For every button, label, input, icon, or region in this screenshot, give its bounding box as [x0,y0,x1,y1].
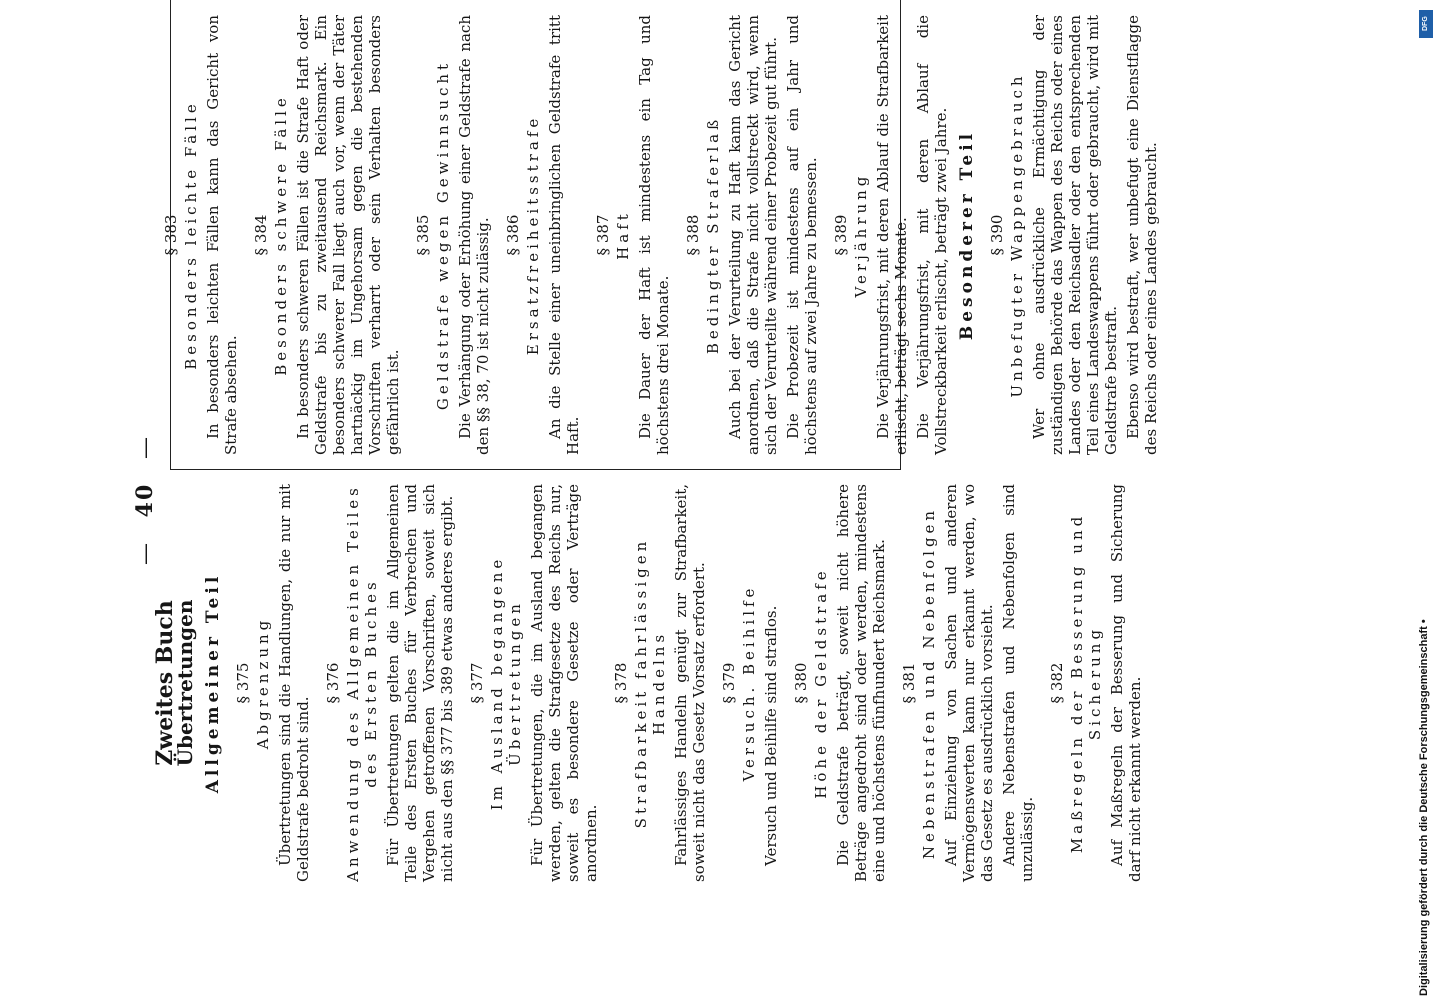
section-386 [504,15,582,455]
section-text: Wer ohne ausdrückliche Ermächtigung der zuständigen Behörde das Wappen des Reichs oder eines Landes oder den Reichsadler oder den entsprechenden Teil eines Landeswappens führt oder gebraucht, wird mit Geldstrafe bestraft. [1030,15,1120,455]
section-heading: Bedingter Straferlaß [704,115,722,355]
section-heading: Geldstrafe wegen Gewinnsucht [434,59,452,411]
section-382 [1048,484,1144,882]
section-text: Für Übertretungen, die im Ausland begangen werden, gelten die Strafgesetze des Reichs nur, soweit es besondere Gesetze oder Verträge anordnen. [528,484,600,882]
section-number: § 376 [324,662,342,704]
section-text: Die Verhängung oder Erhöhung einer Geldstrafe nach den §§ 38, 70 ist nicht zulässig. [456,15,492,455]
section-text-2: Die Verjährungsfrist, mit deren Ablauf die Vollstreckbarkeit erlischt, beträgt zwei Jahre. [914,15,950,455]
left-column [150,484,1148,882]
section-heading: Verjährung [852,172,870,298]
section-number: § 385 [414,214,432,256]
section-376 [324,484,456,882]
section-heading: Höhe der Geldstrafe [812,567,830,799]
section-number: § 382 [1048,662,1066,704]
section-heading: Im Ausland begangene Übertretungen [488,555,524,811]
section-390 [988,15,1160,455]
section-heading: Besonders schwere Fälle [272,94,290,376]
section-text: Fahrlässiges Handeln genügt zur Strafbarkeit, soweit nicht das Gesetz Vorsatz erfordert. [672,484,708,882]
part-title: Allgemeiner Teil [203,572,223,794]
section-379 [720,484,780,882]
section-heading: Besonders leichte Fälle [182,100,200,370]
section-380 [792,484,888,882]
section-388 [684,15,820,455]
section-text: Versuch und Beihilfe sind straflos. [762,605,780,866]
section-heading: Nebenstrafen und Nebenfolgen [920,506,938,860]
section-text: Die Geldstrafe beträgt, soweit nicht höhere Beträge angedroht sind oder werden, mindestens eine und höchstens fünfhundert Reichsmark. [834,484,888,882]
section-heading: Haft [614,210,632,260]
section-text: Auf Maßregeln der Besserung und Sicherung darf nicht erkannt werden. [1108,484,1144,882]
section-number: § 384 [252,214,270,256]
column-divider [170,469,900,470]
section-text: In besonders schweren Fällen ist die Strafe Haft oder Geldstrafe bis zu zweitausend Reichsmark. Ein besonders schwerer Fall liegt auch vor, wenn der Täter hartnäckig im Ungehorsam gegen die bestehenden Vorschriften verharrt oder sein Verhalten besonders gefährlich ist. [294,15,402,455]
section-number: § 375 [234,662,252,704]
rotated-document-page [70,0,1370,1000]
section-text: Die Verjährungsfrist, mit deren Ablauf die Strafbarkeit erlischt, beträgt sechs Monate. [874,15,910,455]
section-text-2: Andere Nebenstrafen und Nebenfolgen sind unzulässig. [1000,484,1036,882]
section-text: An die Stelle einer uneinbringlichen Geldstrafe tritt Haft. [546,15,582,455]
section-number: § 388 [684,214,702,256]
section-number: § 381 [900,662,918,704]
digitization-note [1418,6,1434,996]
section-number: § 378 [612,662,630,704]
section-number: § 386 [504,214,522,256]
book-title: Zweites Buch [152,600,178,766]
header-dash-left: — [133,540,158,565]
section-text: Übertretungen sind die Handlungen, die nur mit Geldstrafe bedroht sind. [276,484,312,882]
page-number: 40 [132,482,158,518]
section-text: Die Dauer der Haft ist mindestens ein Tag und höchstens drei Monate. [636,15,672,455]
section-number: § 377 [468,662,486,704]
section-text: In besonders leichten Fällen kann das Gericht von Strafe absehen. [204,15,240,455]
section-text: Auf Einziehung von Sachen und anderen Vermögenswerten kann nur erkannt werden, wo das Gesetz es ausdrücklich vorsieht. [942,484,996,882]
section-377 [468,484,600,882]
section-387 [594,15,672,455]
section-375 [234,484,312,882]
section-389 [832,15,950,455]
section-heading: Strafbarkeit fahrlässigen Handelns [632,537,668,829]
digitization-note-text: Digitalisierung gefördert durch die Deutsche Forschungsgemeinschaft • [1418,619,1430,996]
section-385 [414,15,492,455]
dfg-logo: DFG [1419,10,1433,38]
section-heading: Anwendung des Allgemeinen Teiles des Ersten Buches [344,484,380,882]
section-heading: Maßregeln der Besserung und Sicherung [1068,512,1104,854]
section-number: § 389 [832,214,850,256]
section-heading: Ersatzfreiheitsstrafe [524,114,542,356]
section-378 [612,484,708,882]
section-text-2: Die Probezeit ist mindestens auf ein Jahr und höchstens auf zwei Jahre zu bemessen. [784,15,820,455]
section-number: § 390 [988,214,1006,256]
right-column [150,15,1164,455]
section-383 [162,15,240,455]
section-number: § 380 [792,662,810,704]
header-dash-right: — [133,435,158,460]
section-text: Auch bei der Verurteilung zu Haft kann das Gericht anordnen, daß die Strafe nicht vollstreckt wird, wenn sich der Verurteilte während einer Probezeit gut führt. [726,15,780,455]
section-heading: Versuch. Beihilfe [740,584,758,782]
special-part-title: Besonderer Teil [957,129,977,341]
section-heading: Abgrenzung [254,616,272,750]
section-number: § 383 [162,214,180,256]
section-number: § 387 [594,214,612,256]
section-number: § 379 [720,662,738,704]
section-384 [252,15,402,455]
section-text: Für Übertretungen gelten die im Allgemeinen Teile des Ersten Buches für Verbrechen und Vergehen getroffenen Vorschriften, soweit sich nicht aus den §§ 377 bis 389 etwas anderes ergibt. [384,484,456,882]
section-heading: Unbefugter Wappengebrauch [1008,72,1026,398]
section-381 [900,484,1036,882]
book-subtitle: Übertretungen [173,599,197,767]
section-text-2: Ebenso wird bestraft, wer unbefugt eine Dienstflagge des Reichs oder eines Landes gebraucht. [1124,15,1160,455]
